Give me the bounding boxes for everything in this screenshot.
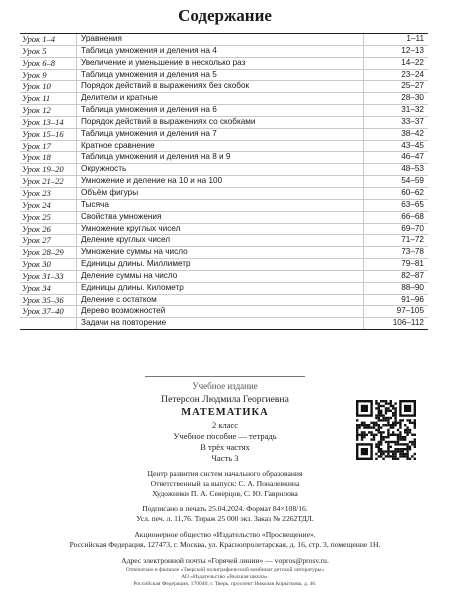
toc-row <box>20 141 428 153</box>
toc-lesson: Урок 12 <box>20 105 77 116</box>
printer-line-2: АО «Издательство «Высшая школа». <box>181 574 269 580</box>
table-of-contents <box>20 33 428 330</box>
toc-topic: Таблица умножения и деления на 4 <box>81 45 217 55</box>
toc-row <box>20 81 428 93</box>
toc-row <box>20 212 428 224</box>
toc-topic: Единицы длины. Километр <box>81 282 184 292</box>
toc-pages: 106–112 <box>363 318 428 329</box>
toc-row <box>20 176 428 188</box>
toc-row <box>20 117 428 129</box>
toc-lesson: Урок 31–33 <box>20 271 77 282</box>
toc-pages: 48–53 <box>363 164 428 175</box>
toc-lesson: Урок 37–40 <box>20 306 77 317</box>
toc-lesson: Урок 10 <box>20 81 77 92</box>
toc-row <box>20 259 428 271</box>
toc-row <box>20 58 428 70</box>
toc-lesson: Урок 6–8 <box>20 58 77 69</box>
author-name: Петерсон Людмила Георгиевна <box>161 394 289 405</box>
toc-pages: 12–13 <box>363 46 428 57</box>
toc-topic: Умножение и деление на 10 и на 100 <box>81 176 223 186</box>
toc-topic: Таблица умножения и деления на 6 <box>81 105 217 115</box>
toc-row <box>20 70 428 82</box>
toc-lesson: Урок 30 <box>20 259 77 270</box>
toc-pages: 28–30 <box>363 93 428 104</box>
book-description: Учебное пособие — тетрадь <box>173 431 277 441</box>
toc-row <box>20 295 428 307</box>
toc-pages: 60–62 <box>363 188 428 199</box>
center-name: Центр развития систем начального образования <box>147 469 303 478</box>
toc-topic: Таблица умножения и деления на 8 и 9 <box>81 152 231 162</box>
toc-topic: Единицы длины. Миллиметр <box>81 259 191 269</box>
toc-lesson: Урок 9 <box>20 70 77 81</box>
toc-lesson: Урок 1–4 <box>20 34 77 45</box>
toc-lesson: Урок 13–14 <box>20 117 77 128</box>
toc-pages: 82–87 <box>363 271 428 282</box>
toc-pages: 54–59 <box>363 176 428 187</box>
subject-title: МАТЕМАТИКА <box>181 407 269 418</box>
toc-topic: Тысяча <box>81 199 109 209</box>
toc-pages: 46–47 <box>363 152 428 163</box>
qr-code <box>356 400 416 460</box>
qr-code-icon <box>356 400 416 460</box>
toc-pages: 14–22 <box>363 58 428 69</box>
toc-topic: Деление суммы на число <box>81 270 178 280</box>
toc-topic: Умножение суммы на число <box>81 247 188 257</box>
toc-lesson: Урок 24 <box>20 200 77 211</box>
toc-topic: Уравнения <box>81 34 122 43</box>
print-run: Усл. печ. л. 11,76. Тираж 25 000 экз. Заказ № 2262ТДЛ. <box>136 514 314 523</box>
toc-lesson: Урок 21–22 <box>20 176 77 187</box>
toc-lesson: Урок 34 <box>20 283 77 294</box>
toc-lesson: Урок 28–29 <box>20 247 77 258</box>
toc-row <box>20 46 428 58</box>
toc-topic: Объём фигуры <box>81 187 139 197</box>
toc-lesson: Урок 35–36 <box>20 295 77 306</box>
toc-topic: Увеличение и уменьшение в несколько раз <box>81 57 246 67</box>
toc-topic: Делители и кратные <box>81 93 158 103</box>
toc-lesson: Урок 17 <box>20 141 77 152</box>
toc-topic: Умножение круглых чисел <box>81 223 181 233</box>
toc-topic: Деление с остатком <box>81 294 157 304</box>
toc-row <box>20 129 428 141</box>
toc-pages: 79–81 <box>363 259 428 270</box>
toc-row <box>20 283 428 295</box>
toc-pages: 71–72 <box>363 235 428 246</box>
publisher: Акционерное общество «Издательство «Просвещение». <box>134 530 316 539</box>
divider <box>145 376 305 377</box>
toc-pages: 1–11 <box>363 34 428 45</box>
toc-lesson: Урок 18 <box>20 152 77 163</box>
part-number: Часть 3 <box>211 453 239 463</box>
toc-topic: Кратное сравнение <box>81 140 155 150</box>
toc-pages: 63–65 <box>363 200 428 211</box>
toc-pages: 66–68 <box>363 212 428 223</box>
toc-row <box>20 235 428 247</box>
printer-line-1: Отпечатано в филиале «Тверской полиграфический комбинат детской литературы» <box>125 567 325 573</box>
hotline-email: Адрес электронной почты «Горячей линии» — vopros@prosv.ru. <box>121 556 329 565</box>
toc-row <box>20 271 428 283</box>
toc-topic: Деление круглых чисел <box>81 235 171 245</box>
toc-row <box>20 318 428 329</box>
toc-row <box>20 188 428 200</box>
toc-pages: 33–37 <box>363 117 428 128</box>
toc-row <box>20 93 428 105</box>
toc-topic: Окружность <box>81 164 127 174</box>
toc-lesson: Урок 11 <box>20 93 77 104</box>
toc-lesson: Урок 25 <box>20 212 77 223</box>
toc-lesson: Урок 27 <box>20 235 77 246</box>
toc-row <box>20 105 428 117</box>
toc-pages: 43–45 <box>363 141 428 152</box>
toc-lesson <box>20 318 77 329</box>
toc-row <box>20 152 428 164</box>
toc-row <box>20 306 428 318</box>
artists: Художники П. А. Северцов, С. Ю. Гаврилова <box>152 489 298 498</box>
toc-row <box>20 200 428 212</box>
signed-for-print: Подписано в печать 25.04.2024. Формат 84×108/16. <box>142 504 308 513</box>
toc-lesson: Урок 19–20 <box>20 164 77 175</box>
printer-line-3: Российская Федерация, 170040, г. Тверь, проспект Николая Корыткова, д. 46. <box>133 581 317 587</box>
responsible-editor: Ответственный за выпуск: С. А. Поналевкина <box>150 479 300 488</box>
edition-type: Учебное издание <box>192 381 258 391</box>
toc-pages: 91–96 <box>363 295 428 306</box>
toc-pages: 23–24 <box>363 70 428 81</box>
toc-topic: Свойства умножения <box>81 211 162 221</box>
toc-row <box>20 224 428 236</box>
toc-lesson: Урок 5 <box>20 46 77 57</box>
toc-pages: 97–105 <box>363 306 428 317</box>
toc-row <box>20 164 428 176</box>
page-title: Содержание <box>178 6 272 25</box>
toc-pages: 38–42 <box>363 129 428 140</box>
parts-label: В трёх частях <box>200 442 250 452</box>
toc-lesson: Урок 26 <box>20 224 77 235</box>
toc-pages: 69–70 <box>363 224 428 235</box>
toc-pages: 25–27 <box>363 81 428 92</box>
grade-label: 2 класс <box>211 420 239 430</box>
toc-topic: Таблица умножения и деления на 5 <box>81 69 217 79</box>
toc-pages: 31–32 <box>363 105 428 116</box>
toc-lesson: Урок 15–16 <box>20 129 77 140</box>
toc-topic: Порядок действий в выражениях со скобками <box>81 116 256 126</box>
publisher-address: Российская Федерация, 127473, г. Москва, ул. Краснопролетарская, д. 16, стр. 3, помещение 1Н. <box>69 540 381 549</box>
toc-lesson: Урок 23 <box>20 188 77 199</box>
toc-row <box>20 34 428 46</box>
toc-topic: Порядок действий в выражениях без скобок <box>81 81 250 91</box>
toc-topic: Таблица умножения и деления на 7 <box>81 128 217 138</box>
toc-pages: 88–90 <box>363 283 428 294</box>
toc-topic: Дерево возможностей <box>81 306 166 316</box>
toc-pages: 73–78 <box>363 247 428 258</box>
toc-row <box>20 247 428 259</box>
toc-topic: Задачи на повторение <box>81 318 167 328</box>
